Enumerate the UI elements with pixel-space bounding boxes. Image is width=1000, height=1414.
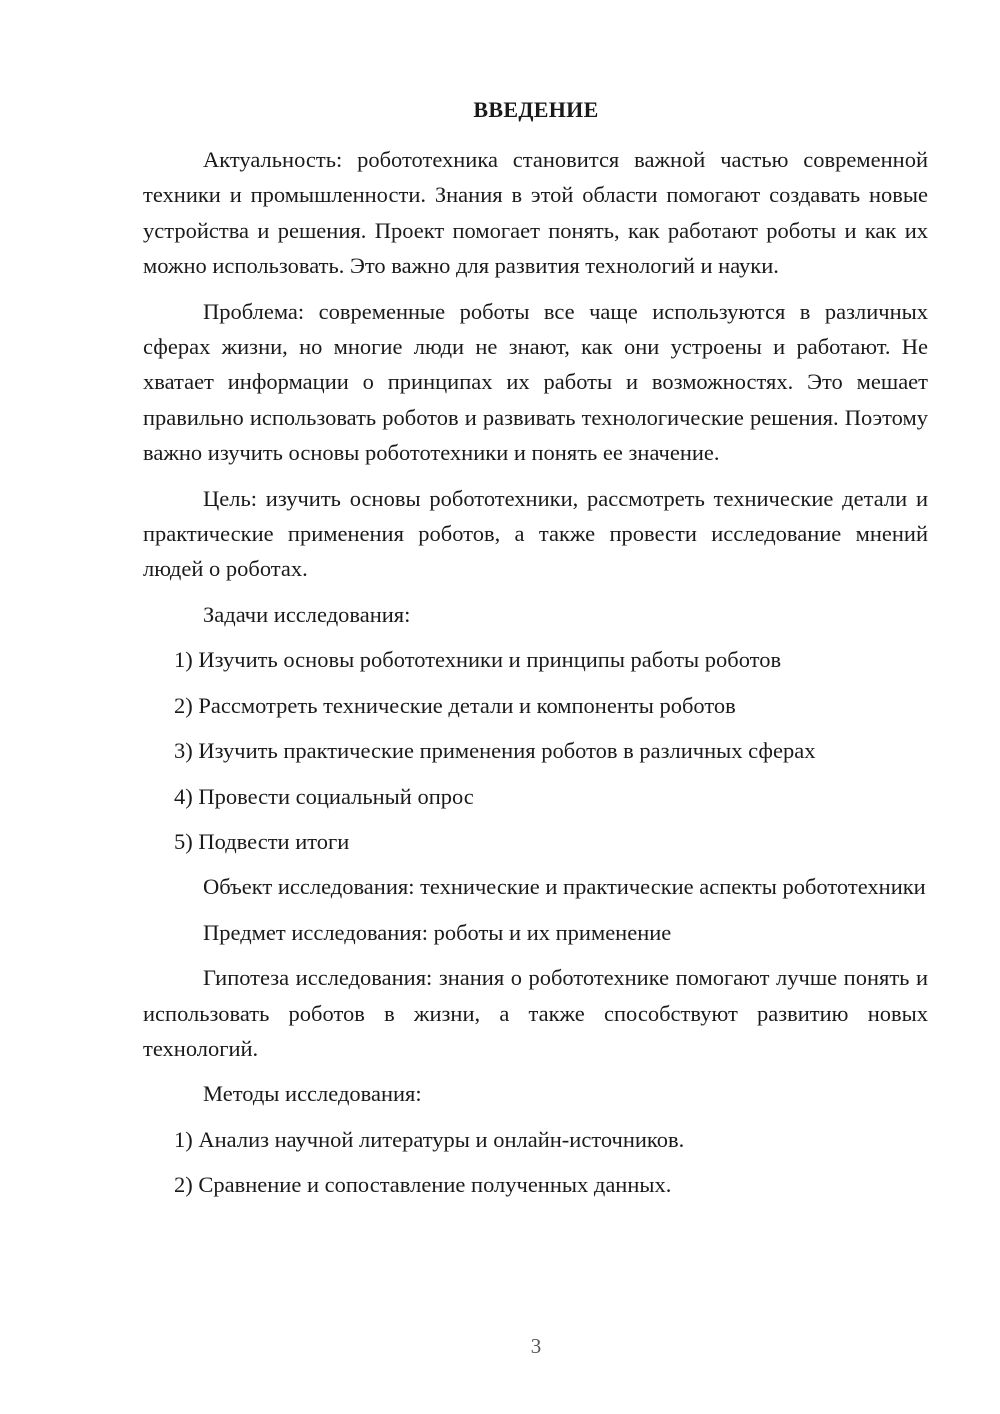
document-body <box>143 142 928 1203</box>
problem-paragraph: Проблема: современные роботы все чаще используются в различных сферах жизни, но многие люди не знают, как они устроены и работают. Не хватает информации о принципах их работы и возможностях. Это мешает правильно использовать роботов и развивать технологические решения. Поэтому важно изучить основы робототехники и понять ее значение. <box>143 298 928 466</box>
page-number: 3 <box>530 1334 542 1358</box>
task-item: 2) Рассмотреть технические детали и компоненты роботов <box>174 692 736 718</box>
tasks-heading: Задачи исследования: <box>203 601 411 627</box>
section-heading: ВВЕДЕНИЕ <box>473 97 599 122</box>
subject-paragraph: Предмет исследования: роботы и их применение <box>203 919 672 945</box>
hypothesis-paragraph: Гипотеза исследования: знания о робототехнике помогают лучше понять и использовать роботов в жизни, а также способствуют развитию новых технологий. <box>143 965 928 1061</box>
methods-heading: Методы исследования: <box>203 1081 422 1107</box>
relevance-paragraph: Актуальность: робототехника становится важной частью современной техники и промышленности. Знания в этой области помогают создавать новые устройства и решения. Проект помогает понять, как работают роботы и как их можно использовать. Это важно для развития технологий и науки. <box>143 147 928 279</box>
goal-paragraph: Цель: изучить основы робототехники, рассмотреть технические детали и практические применения роботов, а также провести исследование мнений людей о роботах. <box>143 485 928 582</box>
task-item: 5) Подвести итоги <box>174 828 350 854</box>
method-item: 2) Сравнение и сопоставление полученных данных. <box>174 1172 672 1198</box>
task-item: 4) Провести социальный опрос <box>174 783 474 809</box>
method-item: 1) Анализ научной литературы и онлайн-источников. <box>174 1126 685 1152</box>
task-item: 1) Изучить основы робототехники и принципы работы роботов <box>174 647 782 673</box>
task-item: 3) Изучить практические применения роботов в различных сферах <box>174 738 816 764</box>
object-paragraph: Объект исследования: технические и практические аспекты робототехники <box>203 874 926 900</box>
